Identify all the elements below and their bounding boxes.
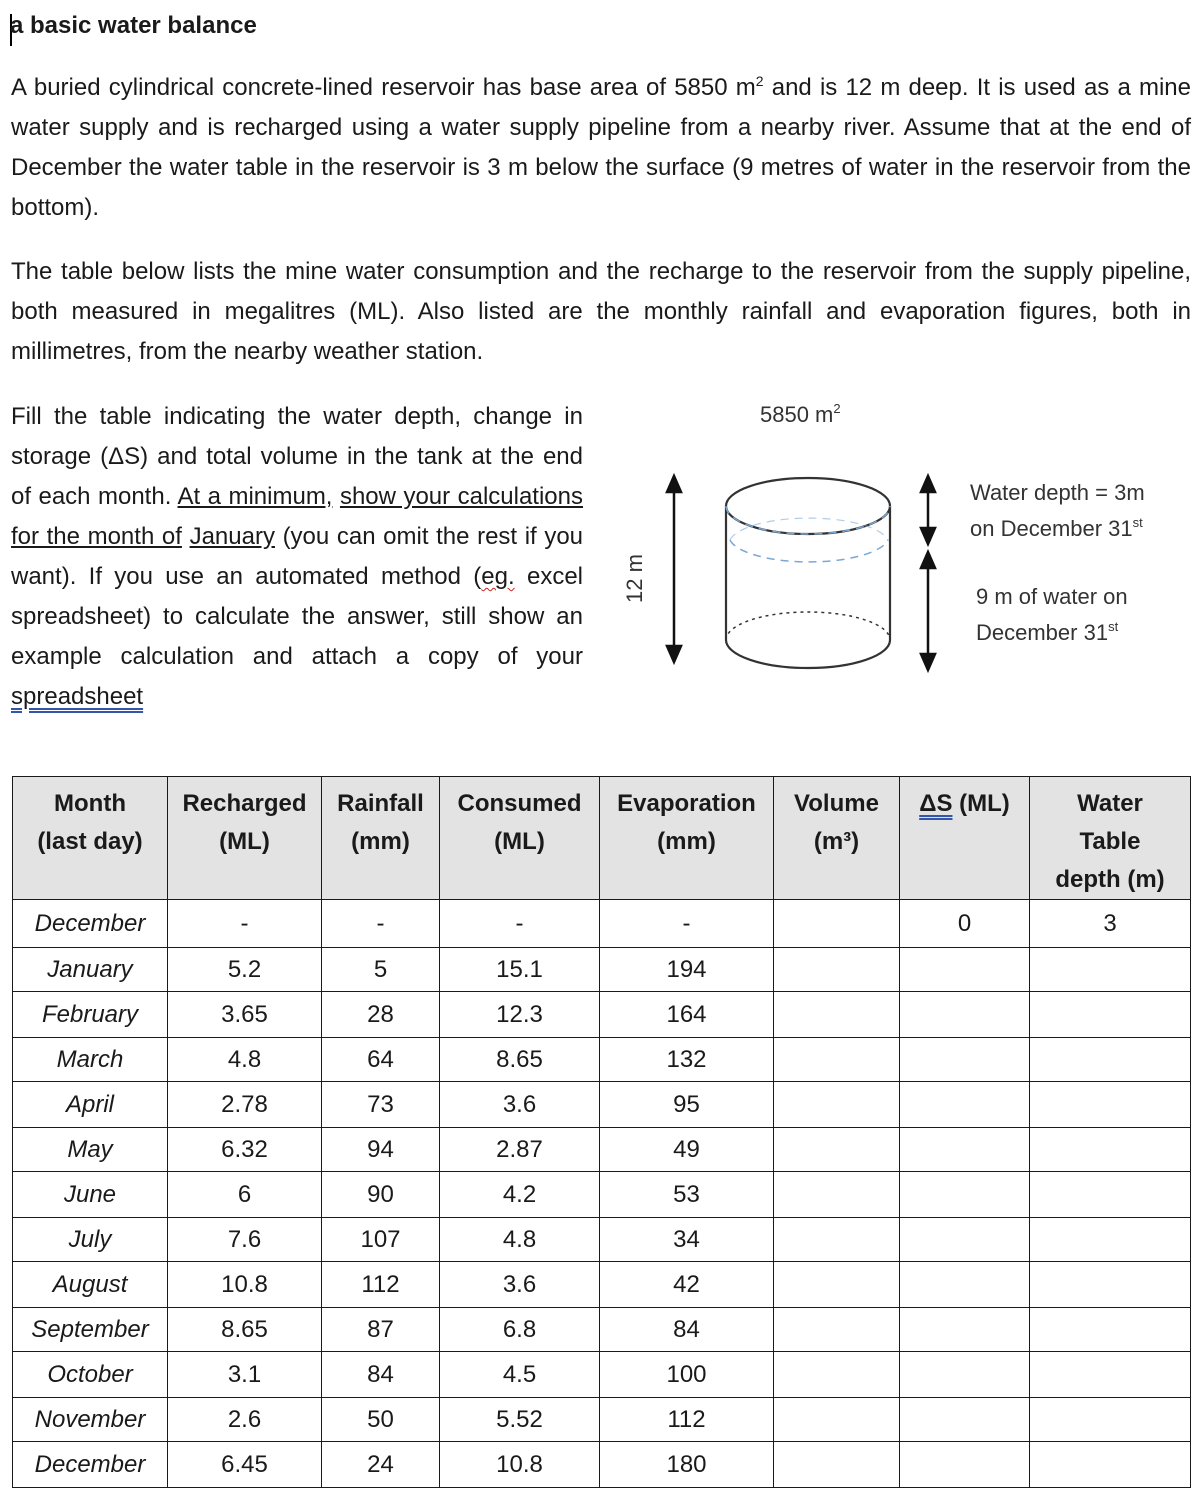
instr-grammar-spreadsheet: spreadsheet xyxy=(11,683,144,710)
table-cell xyxy=(900,1082,1030,1128)
depth-arrow-9m xyxy=(921,552,935,670)
table-cell: 12.3 xyxy=(440,992,600,1038)
table-cell xyxy=(900,1308,1030,1352)
table-cell: 90 xyxy=(322,1172,440,1218)
month-cell: February xyxy=(13,992,168,1038)
instr-space xyxy=(332,483,339,510)
table-cell: 6.32 xyxy=(168,1128,322,1172)
table-cell: 6 xyxy=(168,1172,322,1218)
table-cell: 4.8 xyxy=(168,1038,322,1082)
table-cell: 132 xyxy=(600,1038,774,1082)
table-cell: 73 xyxy=(322,1082,440,1128)
table-cell: 15.1 xyxy=(440,948,600,992)
table-cell xyxy=(1030,1082,1191,1128)
table-row xyxy=(13,900,1191,948)
table-cell xyxy=(900,992,1030,1038)
table-cell xyxy=(1030,1218,1191,1262)
instr-underlined-january: January xyxy=(189,523,275,550)
header-month: Month (last day) xyxy=(13,777,168,900)
table-cell: - xyxy=(168,900,322,948)
month-cell: October xyxy=(13,1352,168,1398)
table-cell: 3.6 xyxy=(440,1082,600,1128)
cylinder-icon xyxy=(726,478,890,668)
table-cell: 10.8 xyxy=(440,1442,600,1488)
table-cell xyxy=(774,1442,900,1488)
depth-label-12m: 12 m xyxy=(622,554,647,603)
month-cell: November xyxy=(13,1398,168,1442)
table-cell xyxy=(774,948,900,992)
table-row xyxy=(13,1352,1191,1398)
table-cell: 194 xyxy=(600,948,774,992)
instructions-paragraph xyxy=(11,397,583,717)
document-title: a basic water balance xyxy=(10,12,257,39)
table-cell: 0 xyxy=(900,900,1030,948)
table-cell: - xyxy=(600,900,774,948)
reservoir-diagram xyxy=(600,388,1200,708)
instr-underlined-show: show your calculations for the month of xyxy=(11,483,584,550)
table-row xyxy=(13,1038,1191,1082)
header-volume: Volume (m³) xyxy=(774,777,900,900)
water-9m-date: December 31st xyxy=(976,619,1119,645)
table-cell xyxy=(900,1038,1030,1082)
table-cell: 2.78 xyxy=(168,1082,322,1128)
table-cell xyxy=(900,1172,1030,1218)
instr-text-a: Fill the table indicating the water depth, change in storage (ΔS) and total volume in the tank at the end of each month. xyxy=(11,403,583,510)
table-cell xyxy=(1030,1262,1191,1308)
table-cell xyxy=(774,1172,900,1218)
table-cell: - xyxy=(440,900,600,948)
table-cell: 6.8 xyxy=(440,1308,600,1352)
header-evaporation: Evaporation (mm) xyxy=(600,777,774,900)
header-water-table: Water Table depth (m) xyxy=(1030,777,1191,900)
area-label: 5850 $m^2$ xyxy=(760,401,841,427)
table-row xyxy=(13,1442,1191,1488)
header-delta-s: ΔS (ML) xyxy=(900,777,1030,900)
table-cell xyxy=(900,1398,1030,1442)
table-cell: 2.87 xyxy=(440,1128,600,1172)
instr-text-g: (you can omit the rest if you want). If you use an automated method ( xyxy=(11,523,584,590)
table-cell xyxy=(774,900,900,948)
table-row xyxy=(13,1172,1191,1218)
table-cell xyxy=(1030,1352,1191,1398)
table-cell: 34 xyxy=(600,1218,774,1262)
table-cell: 164 xyxy=(600,992,774,1038)
table-cell: 28 xyxy=(322,992,440,1038)
table-cell xyxy=(1030,948,1191,992)
table-cell: 10.8 xyxy=(168,1262,322,1308)
table-cell: 112 xyxy=(600,1398,774,1442)
table-cell: 5 xyxy=(322,948,440,992)
month-cell: April xyxy=(13,1082,168,1128)
table-cell: 4.8 xyxy=(440,1218,600,1262)
table-cell xyxy=(774,1038,900,1082)
table-cell: 8.65 xyxy=(168,1308,322,1352)
table-cell: 64 xyxy=(322,1038,440,1082)
month-cell: January xyxy=(13,948,168,992)
table-cell xyxy=(774,1262,900,1308)
table-cell: 2.6 xyxy=(168,1398,322,1442)
table-cell: 100 xyxy=(600,1352,774,1398)
table-cell: 107 xyxy=(322,1218,440,1262)
month-cell: December xyxy=(13,1442,168,1488)
water-balance-table xyxy=(12,776,1191,1488)
table-cell xyxy=(1030,1398,1191,1442)
table-cell: 3.65 xyxy=(168,992,322,1038)
table-cell: 24 xyxy=(322,1442,440,1488)
table-cell: - xyxy=(322,900,440,948)
table-row xyxy=(13,1308,1191,1352)
table-cell: 8.65 xyxy=(440,1038,600,1082)
month-cell: June xyxy=(13,1172,168,1218)
table-cell xyxy=(1030,992,1191,1038)
month-cell: December xyxy=(13,900,168,948)
table-row xyxy=(13,992,1191,1038)
instr-space-2 xyxy=(182,523,190,550)
water-level-lines xyxy=(726,506,890,640)
table-cell xyxy=(900,1352,1030,1398)
table-row xyxy=(13,1398,1191,1442)
month-cell: May xyxy=(13,1128,168,1172)
depth-arrow-12m xyxy=(667,476,681,662)
table-cell: 4.2 xyxy=(440,1172,600,1218)
table-cell xyxy=(900,1262,1030,1308)
table-cell: 180 xyxy=(600,1442,774,1488)
water-9m-label: 9 m of water on xyxy=(976,584,1128,609)
table-row xyxy=(13,1218,1191,1262)
table-row xyxy=(13,1128,1191,1172)
depth-arrow-3m xyxy=(921,476,935,544)
header-rainfall: Rainfall (mm) xyxy=(322,777,440,900)
table-cell xyxy=(774,1308,900,1352)
table-row xyxy=(13,948,1191,992)
month-cell: March xyxy=(13,1038,168,1082)
table-cell: 84 xyxy=(600,1308,774,1352)
table-row xyxy=(13,1082,1191,1128)
intro-paragraph-1: A buried cylindrical concrete-lined reservoir has base area of 5850 $m^2$ and is 12 m deep. It is used as a mine water supply and is recharged using a water supply pipeline from a nearby river. Assume that at the end of December the water table in the reservoir is 3 m below the surface (9 metres of water in the reservoir from the bottom). xyxy=(11,73,1191,221)
table-cell: 6.45 xyxy=(168,1442,322,1488)
intro-paragraph-2: The table below lists the mine water consumption and the recharge to the reservoir from the supply pipeline, both measured in megalitres (ML). Also listed are the monthly rainfall and evaporation figures, both in millimetres, from the nearby weather station. xyxy=(11,258,1191,365)
table-cell xyxy=(774,1082,900,1128)
table-cell xyxy=(774,1128,900,1172)
table-cell xyxy=(900,1442,1030,1488)
header-consumed: Consumed (ML) xyxy=(440,777,600,900)
month-cell: September xyxy=(13,1308,168,1352)
table-cell: 3.6 xyxy=(440,1262,600,1308)
table-cell xyxy=(1030,1128,1191,1172)
table-cell: 42 xyxy=(600,1262,774,1308)
table-cell: 5.52 xyxy=(440,1398,600,1442)
instr-text-i: excel spreadsheet) to calculate the answer, still show an example calculation and attach a copy of your xyxy=(11,563,583,670)
table-cell: 7.6 xyxy=(168,1218,322,1262)
table-cell xyxy=(900,1128,1030,1172)
table-cell xyxy=(774,992,900,1038)
table-cell xyxy=(900,1218,1030,1262)
table-cell xyxy=(900,948,1030,992)
header-recharged: Recharged (ML) xyxy=(168,777,322,900)
table-cell xyxy=(1030,1442,1191,1488)
table-row xyxy=(13,1262,1191,1308)
table-header-row xyxy=(13,777,1191,900)
table-cell: 50 xyxy=(322,1398,440,1442)
instr-spell-eg: eg. xyxy=(481,563,515,590)
table-cell xyxy=(774,1398,900,1442)
table-cell: 49 xyxy=(600,1128,774,1172)
month-cell: August xyxy=(13,1262,168,1308)
table-cell: 84 xyxy=(322,1352,440,1398)
table-cell: 94 xyxy=(322,1128,440,1172)
water-depth-date: on December 31st xyxy=(970,515,1143,541)
table-cell: 87 xyxy=(322,1308,440,1352)
table-cell: 4.5 xyxy=(440,1352,600,1398)
table-cell xyxy=(774,1218,900,1262)
table-cell: 53 xyxy=(600,1172,774,1218)
table-cell: 3 xyxy=(1030,900,1191,948)
instr-underlined-minimum: At a minimum, xyxy=(177,483,333,510)
table-cell: 5.2 xyxy=(168,948,322,992)
table-cell: 3.1 xyxy=(168,1352,322,1398)
table-cell: 112 xyxy=(322,1262,440,1308)
table-cell xyxy=(1030,1308,1191,1352)
table-cell xyxy=(774,1352,900,1398)
table-cell xyxy=(1030,1172,1191,1218)
table-cell: 95 xyxy=(600,1082,774,1128)
month-cell: July xyxy=(13,1218,168,1262)
water-depth-label: Water depth = 3m xyxy=(970,480,1145,505)
table-cell xyxy=(1030,1038,1191,1082)
